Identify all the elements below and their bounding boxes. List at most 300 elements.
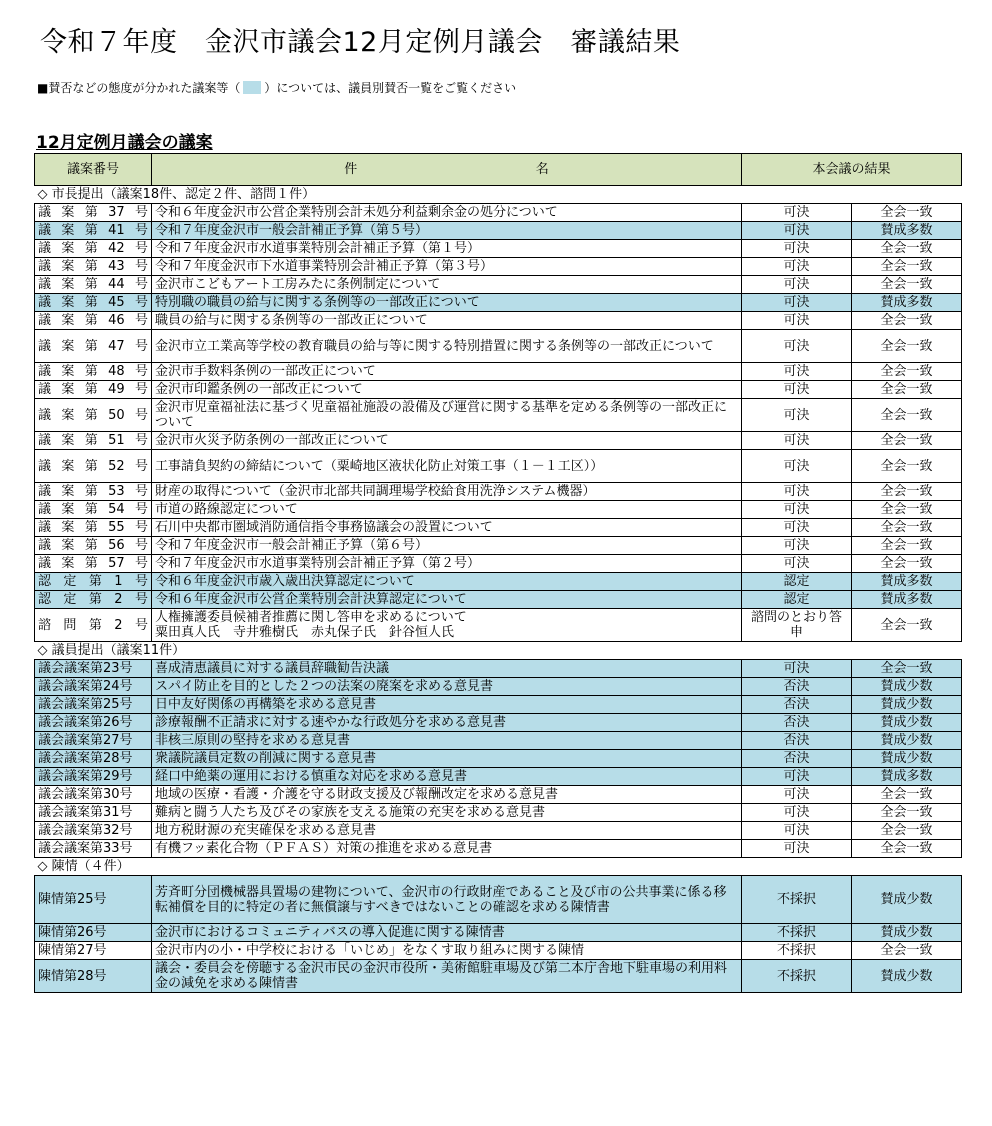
- bill-number: [35, 381, 152, 399]
- bill-result: 可決: [742, 204, 852, 222]
- bill-number-spread: [38, 520, 148, 535]
- bill-vote: 全会一致: [852, 240, 962, 258]
- bill-name: [152, 276, 742, 294]
- bill-result: 否決: [742, 696, 852, 714]
- bill-vote: 全会一致: [852, 204, 962, 222]
- table-row: [35, 222, 962, 240]
- bill-result: 不採択: [742, 942, 852, 960]
- bill-vote: 全会一致: [852, 276, 962, 294]
- bill-number: 議会議案第30号: [35, 786, 152, 804]
- group-title: ◇ 議員提出（議案11件）: [35, 642, 962, 660]
- bill-name-text: 難病と闘う人たち及びその家族を支える施策の充実を求める意見書: [155, 805, 546, 820]
- bill-name: [152, 222, 742, 240]
- bill-number-spread: [38, 538, 148, 553]
- bill-number-part: 議: [38, 433, 52, 448]
- bill-name-text: 経口中絶薬の運用における慎重な対応を求める意見書: [155, 769, 468, 784]
- table-row: [35, 519, 962, 537]
- bill-name: [152, 363, 742, 381]
- bill-number-part: 案: [61, 223, 75, 238]
- bill-number-part: 45: [108, 295, 125, 310]
- bill-number-part: 認: [38, 592, 52, 607]
- bill-number-part: 第: [84, 484, 98, 499]
- bill-number: 議会議案第28号: [35, 750, 152, 768]
- bill-vote: 全会一致: [852, 609, 962, 642]
- bill-result: 否決: [742, 714, 852, 732]
- bill-number: [35, 276, 152, 294]
- bill-name-text: 石川中央都市圏域消防通信指令事務協議会の設置について: [155, 520, 493, 535]
- bill-number-part: 議: [38, 259, 52, 274]
- bill-number-part: 案: [61, 259, 75, 274]
- bill-name-text: 金沢市火災予防条例の一部改正について: [155, 433, 389, 448]
- bill-number-part: 43: [108, 259, 125, 274]
- table-row: [35, 924, 962, 942]
- results-table-container: [34, 153, 962, 993]
- bill-number: [35, 519, 152, 537]
- bill-number-part: 号: [134, 259, 148, 274]
- bill-vote: 全会一致: [852, 483, 962, 501]
- table-row: [35, 714, 962, 732]
- table-row: [35, 786, 962, 804]
- bill-number-part: 議: [38, 382, 52, 397]
- bill-number-part: 第: [84, 538, 98, 553]
- bill-number-part: 案: [61, 205, 75, 220]
- bill-result: 否決: [742, 750, 852, 768]
- bill-result: 可決: [742, 312, 852, 330]
- bill-number: 陳情第28号: [35, 960, 152, 993]
- legend-note: [37, 80, 516, 96]
- bill-number-part: 1: [114, 574, 123, 589]
- bill-vote: 賛成少数: [852, 732, 962, 750]
- bill-number: [35, 450, 152, 483]
- bill-name-text: 特別職の職員の給与に関する条例等の一部改正について: [155, 295, 480, 310]
- bill-vote: 全会一致: [852, 312, 962, 330]
- bill-number-part: 50: [108, 407, 125, 423]
- bill-name-text: 金沢市手数料条例の一部改正について: [155, 364, 376, 379]
- bill-vote: 全会一致: [852, 501, 962, 519]
- bill-number-part: 号: [134, 617, 148, 633]
- bill-number-part: 認: [38, 574, 52, 589]
- bill-result: 不採択: [742, 960, 852, 993]
- bill-number-part: 議: [38, 458, 52, 474]
- bill-number-part: 第: [84, 313, 98, 328]
- bill-number: [35, 294, 152, 312]
- table-row: [35, 240, 962, 258]
- bill-number-part: 号: [134, 295, 148, 310]
- table-row: [35, 381, 962, 399]
- table-row: [35, 294, 962, 312]
- bill-number-part: 48: [108, 364, 125, 379]
- bill-number-part: 57: [108, 556, 125, 571]
- page-title: 令和７年度 金沢市議会12月定例月議会 審議結果: [40, 27, 681, 58]
- bill-name-text: 有機フッ素化合物（ＰＦＡＳ）対策の推進を求める意見書: [155, 841, 493, 856]
- bill-result: 可決: [742, 381, 852, 399]
- group-header-row: [35, 186, 962, 204]
- table-row: [35, 840, 962, 858]
- bill-vote: 賛成少数: [852, 714, 962, 732]
- bill-number: [35, 363, 152, 381]
- bill-name-text: 金沢市児童福祉法に基づく児童福祉施設の設備及び運営に関する基準を定める条例等の一部改正について: [155, 400, 728, 430]
- bill-number-part: 議: [38, 538, 52, 553]
- table-row: [35, 483, 962, 501]
- bill-number: 議会議案第27号: [35, 732, 152, 750]
- bill-number-spread: [38, 574, 148, 589]
- bill-name: [152, 660, 742, 678]
- bill-name: [152, 804, 742, 822]
- bill-number: 議会議案第32号: [35, 822, 152, 840]
- bill-number: 陳情第26号: [35, 924, 152, 942]
- bill-name-text: 金沢市におけるコミュニティバスの導入促進に関する陳情書: [155, 925, 505, 940]
- bill-number: [35, 573, 152, 591]
- bill-result: 認定: [742, 591, 852, 609]
- bill-number-part: 第: [84, 364, 98, 379]
- bill-number-part: 第: [84, 295, 98, 310]
- table-row: [35, 330, 962, 363]
- bill-name: [152, 381, 742, 399]
- bill-number-part: 号: [134, 574, 148, 589]
- bill-result: 不採択: [742, 876, 852, 924]
- bill-name: [152, 750, 742, 768]
- bill-number-part: 42: [108, 241, 125, 256]
- bill-name: [152, 786, 742, 804]
- bill-name-text: 市道の路線認定について: [155, 502, 298, 517]
- bill-number-part: 56: [108, 538, 125, 553]
- table-row: [35, 678, 962, 696]
- bill-name-text: 職員の給与に関する条例等の一部改正について: [155, 313, 428, 328]
- bill-number-part: 号: [134, 338, 148, 354]
- bill-result: 可決: [742, 399, 852, 432]
- bill-number-part: 号: [134, 223, 148, 238]
- table-row: [35, 732, 962, 750]
- bill-number-part: 議: [38, 277, 52, 292]
- bill-result: 可決: [742, 276, 852, 294]
- table-header-row: [35, 154, 962, 186]
- bill-vote: 全会一致: [852, 432, 962, 450]
- bill-number-part: 議: [38, 556, 52, 571]
- bill-number: 議会議案第29号: [35, 768, 152, 786]
- bill-number: [35, 240, 152, 258]
- bill-number-part: 47: [108, 338, 125, 354]
- bill-number-part: 議: [38, 205, 52, 220]
- bill-name-text: 令和７年度金沢市一般会計補正予算（第６号）: [155, 538, 429, 553]
- bill-vote: 全会一致: [852, 660, 962, 678]
- bill-number-part: 案: [61, 295, 75, 310]
- bill-number-part: 41: [108, 223, 125, 238]
- table-row: [35, 537, 962, 555]
- bill-vote: 賛成多数: [852, 768, 962, 786]
- bill-name: [152, 258, 742, 276]
- bill-name: [152, 537, 742, 555]
- bill-result: 可決: [742, 432, 852, 450]
- bill-number-part: 52: [108, 458, 125, 474]
- header-name-b: 名: [535, 162, 549, 177]
- bill-result: 可決: [742, 555, 852, 573]
- header-name-a: 件: [344, 162, 358, 177]
- bill-result: 可決: [742, 804, 852, 822]
- bill-number-part: 案: [61, 520, 75, 535]
- bill-number-part: 案: [61, 277, 75, 292]
- bill-vote: 賛成多数: [852, 222, 962, 240]
- table-row: [35, 276, 962, 294]
- bill-name-text: 令和７年度金沢市一般会計補正予算（第５号）: [155, 223, 429, 238]
- bill-name-text: 金沢市内の小・中学校における「いじめ」をなくす取り組みに関する陳情: [155, 943, 585, 958]
- bill-name: [152, 696, 742, 714]
- bill-number: 陳情第27号: [35, 942, 152, 960]
- bill-number-spread: [38, 433, 148, 448]
- bill-number-part: 案: [61, 556, 75, 571]
- bill-name: [152, 876, 742, 924]
- group-title: ◇ 市長提出（議案18件、認定２件、諮問１件）: [35, 186, 962, 204]
- bill-number-part: 案: [61, 538, 75, 553]
- bill-number-spread: [38, 223, 148, 238]
- note-suffix: ）については、議員別賛否一覧をご覧ください: [264, 81, 517, 95]
- bill-number-spread: [38, 313, 148, 328]
- bill-number-part: 号: [134, 458, 148, 474]
- bill-result: 可決: [742, 501, 852, 519]
- bill-number-part: 号: [134, 502, 148, 517]
- bill-name-text: 金沢市印鑑条例の一部改正について: [155, 382, 363, 397]
- bill-number-part: 議: [38, 223, 52, 238]
- bill-name-text: 財産の取得について（金沢市北部共同調理場学校給食用洗浄システム機器）: [155, 484, 596, 499]
- bill-vote: 全会一致: [852, 537, 962, 555]
- bill-result: 可決: [742, 363, 852, 381]
- bill-name: [152, 519, 742, 537]
- bill-number-spread: [38, 502, 148, 517]
- bill-number-part: 号: [134, 433, 148, 448]
- table-row: [35, 555, 962, 573]
- bill-vote: 全会一致: [852, 519, 962, 537]
- bill-name: [152, 240, 742, 258]
- bill-result: 可決: [742, 537, 852, 555]
- bill-number-part: 議: [38, 338, 52, 354]
- bill-result: 否決: [742, 678, 852, 696]
- bill-result: 諮問のとおり答申: [742, 609, 852, 642]
- bill-name: [152, 483, 742, 501]
- bill-name-text: 令和６年度金沢市公営企業特別会計未処分利益剰余金の処分について: [155, 205, 558, 220]
- bill-name: [152, 450, 742, 483]
- table-row: [35, 591, 962, 609]
- bill-name-text: 令和６年度金沢市公営企業特別会計決算認定について: [155, 592, 467, 607]
- bill-vote: 全会一致: [852, 804, 962, 822]
- bill-number-part: 第: [84, 502, 98, 517]
- group-header-row: [35, 858, 962, 876]
- header-number: 議案番号: [35, 154, 152, 186]
- bill-number-part: 第: [84, 520, 98, 535]
- bill-number-part: 2: [114, 617, 123, 633]
- header-result: 本会議の結果: [742, 154, 962, 186]
- bill-number-spread: [38, 618, 148, 633]
- table-row: [35, 660, 962, 678]
- table-row: [35, 609, 962, 642]
- bill-name-text: 令和７年度金沢市水道事業特別会計補正予算（第１号）: [155, 241, 481, 256]
- bill-number-spread: [38, 459, 148, 474]
- bill-name: [152, 960, 742, 993]
- table-row: [35, 573, 962, 591]
- bill-number-part: 第: [84, 259, 98, 274]
- bill-vote: 全会一致: [852, 399, 962, 432]
- bill-number-spread: [38, 364, 148, 379]
- bill-number-part: 案: [61, 484, 75, 499]
- bill-vote: 全会一致: [852, 450, 962, 483]
- bill-number-part: 問: [63, 617, 77, 633]
- bill-number-spread: [38, 408, 148, 423]
- bill-number-part: 第: [84, 223, 98, 238]
- bill-vote: 賛成多数: [852, 294, 962, 312]
- bill-number-part: 案: [61, 407, 75, 423]
- table-row: [35, 432, 962, 450]
- bill-number-part: 諮: [38, 617, 52, 633]
- bill-number-part: 号: [134, 277, 148, 292]
- bill-number-spread: [38, 592, 148, 607]
- section-heading: 12月定例月議会の議案: [36, 133, 213, 153]
- bill-number-spread: [38, 205, 148, 220]
- bill-name-text: スパイ防止を目的とした２つの法案の廃案を求める意見書: [155, 679, 494, 694]
- bill-number-part: 案: [61, 458, 75, 474]
- table-row: [35, 399, 962, 432]
- bill-number-part: 定: [63, 574, 77, 589]
- bill-number-spread: [38, 382, 148, 397]
- bill-name: [152, 840, 742, 858]
- bill-number-part: 案: [61, 338, 75, 354]
- bill-number: 議会議案第26号: [35, 714, 152, 732]
- bill-name: [152, 312, 742, 330]
- bill-vote: 賛成多数: [852, 591, 962, 609]
- bill-number-part: 号: [134, 313, 148, 328]
- bill-number: 議会議案第25号: [35, 696, 152, 714]
- bill-number-part: 号: [134, 364, 148, 379]
- bill-vote: 全会一致: [852, 330, 962, 363]
- bill-number-part: 案: [61, 241, 75, 256]
- bill-number: [35, 483, 152, 501]
- bill-vote: 全会一致: [852, 381, 962, 399]
- bill-result: 可決: [742, 330, 852, 363]
- bill-vote: 賛成少数: [852, 678, 962, 696]
- bill-number-part: 案: [61, 313, 75, 328]
- bill-name: [152, 822, 742, 840]
- bill-number: 議会議案第33号: [35, 840, 152, 858]
- bill-name: [152, 294, 742, 312]
- bill-name: [152, 330, 742, 363]
- bill-number: 議会議案第23号: [35, 660, 152, 678]
- bill-result: 可決: [742, 258, 852, 276]
- table-row: [35, 960, 962, 993]
- bill-number-spread: [38, 556, 148, 571]
- bill-name: [152, 399, 742, 432]
- bill-name-text: 令和６年度金沢市歳入歳出決算認定について: [155, 574, 415, 589]
- bill-result: 可決: [742, 240, 852, 258]
- bill-number-part: 第: [84, 407, 98, 423]
- bill-name-text: 診療報酬不正請求に対する速やかな行政処分を求める意見書: [155, 715, 507, 730]
- bill-result: 可決: [742, 294, 852, 312]
- bill-vote: 全会一致: [852, 786, 962, 804]
- bill-name: [152, 432, 742, 450]
- bill-name: [152, 555, 742, 573]
- bill-number-part: 第: [88, 574, 102, 589]
- bill-result: 否決: [742, 732, 852, 750]
- table-row: [35, 696, 962, 714]
- bill-number: [35, 258, 152, 276]
- bill-name: [152, 678, 742, 696]
- bill-name: [152, 924, 742, 942]
- bill-number-part: 号: [134, 241, 148, 256]
- bill-number: [35, 330, 152, 363]
- bill-result: 可決: [742, 768, 852, 786]
- table-body: [35, 186, 962, 993]
- bill-name-text: 人権擁護委員候補者推薦に関し答申を求めるについて: [155, 610, 467, 625]
- bill-name: [152, 714, 742, 732]
- bill-name-text: 金沢市立工業高等学校の教育職員の給与等に関する特別措置に関する条例等の一部改正について: [155, 338, 714, 354]
- group-header-row: [35, 642, 962, 660]
- table-row: [35, 363, 962, 381]
- bill-name-text: 議会・委員会を傍聴する金沢市民の金沢市役所・美術館駐車場及び第二本庁舎地下駐車場の利用料金の減免を求める陳情書: [155, 961, 728, 991]
- bill-number-part: 号: [134, 592, 148, 607]
- bill-result: 認定: [742, 573, 852, 591]
- bill-name-text: 喜成清恵議員に対する議員辞職勧告決議: [155, 661, 390, 676]
- bill-number-part: 37: [108, 205, 125, 220]
- table-row: [35, 501, 962, 519]
- bill-number: 議会議案第24号: [35, 678, 152, 696]
- table-row: [35, 750, 962, 768]
- bill-name-text: 衆議院議員定数の削減に関する意見書: [155, 751, 377, 766]
- bill-number-spread: [38, 241, 148, 256]
- bill-name-text: 非核三原則の堅持を求める意見書: [155, 733, 351, 748]
- bill-number-part: 号: [134, 520, 148, 535]
- bill-number: [35, 204, 152, 222]
- bill-number-spread: [38, 295, 148, 310]
- bill-number-part: 第: [84, 338, 98, 354]
- bill-number: [35, 399, 152, 432]
- note-prefix: ■賛否などの態度が分かれた議案等（: [37, 81, 241, 95]
- bill-name-sub: 粟田真人氏 寺井雅樹氏 赤丸保子氏 針谷恒人氏: [155, 625, 455, 640]
- bill-number-part: 51: [108, 433, 125, 448]
- bill-number-part: 議: [38, 295, 52, 310]
- bill-vote: 全会一致: [852, 555, 962, 573]
- highlight-swatch: [243, 81, 261, 94]
- bill-number-part: 号: [134, 407, 148, 423]
- bill-number-part: 第: [88, 617, 102, 633]
- bill-number: [35, 537, 152, 555]
- bill-number-part: 第: [84, 458, 98, 474]
- bill-name: [152, 573, 742, 591]
- bill-number: 議会議案第31号: [35, 804, 152, 822]
- table-row: [35, 312, 962, 330]
- bill-name-text: 芳斉町分団機械器具置場の建物について、金沢市の行政財産であること及び市の公共事業に係る移転補償を目的に特定の者に無償譲与すべきではないことの確認を求める陳情書: [155, 884, 727, 915]
- bill-result: 可決: [742, 660, 852, 678]
- bill-number-part: 55: [108, 520, 125, 535]
- bill-result: 可決: [742, 822, 852, 840]
- table-row: [35, 804, 962, 822]
- bill-name: [152, 732, 742, 750]
- bill-number-spread: [38, 339, 148, 354]
- bill-number-part: 号: [134, 538, 148, 553]
- bill-result: 可決: [742, 483, 852, 501]
- bill-number-part: 定: [63, 592, 77, 607]
- bill-vote: 賛成少数: [852, 750, 962, 768]
- bill-result: 可決: [742, 786, 852, 804]
- bill-number-spread: [38, 277, 148, 292]
- bill-name-text: 金沢市こどもアート工房みたに条例制定について: [155, 277, 441, 292]
- bill-number: [35, 432, 152, 450]
- bill-name: [152, 501, 742, 519]
- bill-name: [152, 609, 742, 642]
- bill-result: 可決: [742, 840, 852, 858]
- table-row: [35, 204, 962, 222]
- bill-number: [35, 609, 152, 642]
- bill-number: [35, 501, 152, 519]
- bill-name-text: 地方税財源の充実確保を求める意見書: [155, 823, 377, 838]
- bill-result: 可決: [742, 450, 852, 483]
- bill-number-part: 議: [38, 484, 52, 499]
- bill-number-part: 第: [84, 205, 98, 220]
